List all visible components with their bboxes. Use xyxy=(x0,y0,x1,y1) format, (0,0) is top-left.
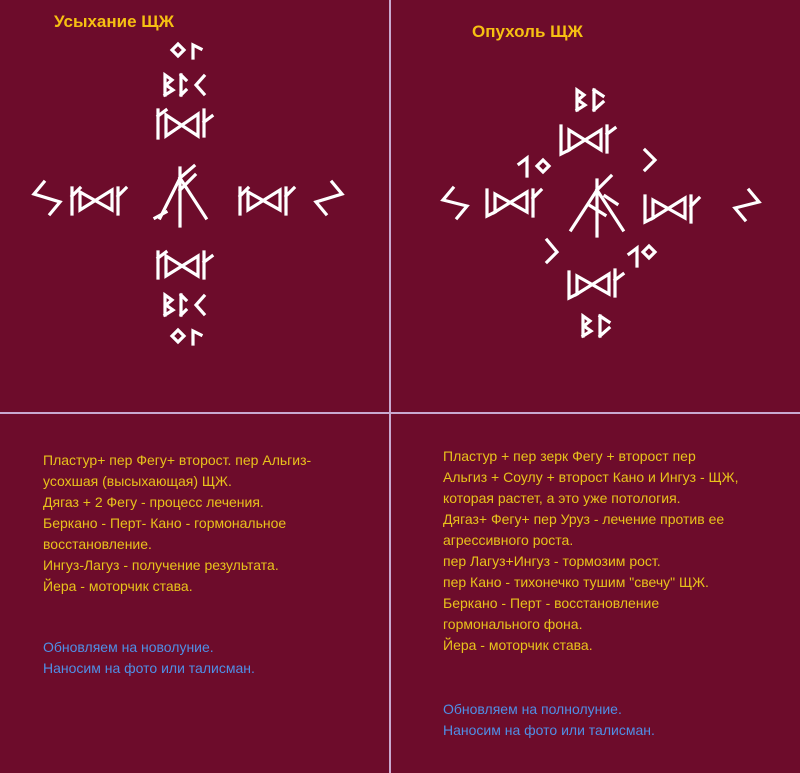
right-ingwaz-laguz-glyph-top xyxy=(519,158,549,176)
left-west-sowilo-glyph xyxy=(34,182,60,214)
left-footer-line-2: Наносим на фото или талисман. xyxy=(43,660,255,676)
right-line-4: Дягаз+ Фегу+ пер Уруз - лечение против ее xyxy=(443,511,725,527)
right-west-sowilo-glyph xyxy=(443,188,467,218)
left-east-sowilo-glyph xyxy=(316,182,342,214)
left-bottom-berkano-perth-kano-glyph xyxy=(165,295,204,315)
right-line-5: агрессивного роста. xyxy=(443,532,574,548)
right-footer-line-1: Обновляем на полнолуние. xyxy=(443,701,622,717)
right-line-7: пер Кано - тихонечко тушим "свечу" ЩЖ. xyxy=(443,574,709,590)
left-line-2: усохшая (высыхающая) ЩЖ. xyxy=(43,473,232,489)
left-top-berkano-perth-kano-glyph xyxy=(165,75,204,95)
right-top-berkano-perth-glyph xyxy=(577,90,603,110)
right-ingwaz-laguz-glyph-bottom xyxy=(629,246,655,266)
right-center-bindrune-glyph xyxy=(571,176,623,236)
left-top-ingwaz-laguz-glyph xyxy=(172,44,201,58)
left-bottom-dagaz-fehu-glyph xyxy=(158,252,212,278)
right-line-9: гормонального фона. xyxy=(443,616,583,632)
left-line-4: Беркано - Перт- Кано - гормональное xyxy=(43,515,287,531)
left-line-5: восстановление. xyxy=(43,536,152,552)
right-line-2: Альгиз + Соулу + второст Кано и Ингуз - ЩЖ, xyxy=(443,469,739,485)
left-line-6: Ингуз-Лагуз - получение результата. xyxy=(43,557,279,573)
right-footer xyxy=(443,699,655,741)
right-rune-stave xyxy=(391,0,800,412)
left-footer xyxy=(43,637,255,679)
left-west-dagaz-fehu-glyph xyxy=(72,188,126,214)
right-top-uruz-dagaz-fehu-glyph xyxy=(561,126,615,154)
right-line-10: Йера - моторчик става. xyxy=(443,637,593,653)
right-kano-glyph-top xyxy=(645,150,655,170)
left-description xyxy=(43,450,311,597)
right-bottom-uruz-dagaz-fehu-glyph xyxy=(569,270,623,298)
horizontal-divider xyxy=(0,412,800,414)
right-line-3: которая растет, а это уже потология. xyxy=(443,490,681,506)
left-footer-line-1: Обновляем на новолуние. xyxy=(43,639,214,655)
right-title: Опухоль ЩЖ xyxy=(472,22,583,41)
right-line-6: пер Лагуз+Ингуз - тормозим рост. xyxy=(443,553,661,569)
left-bottom-ingwaz-laguz-glyph xyxy=(172,330,201,344)
right-line-1: Пластур + пер зерк Фегу + второст пер xyxy=(443,448,696,464)
right-line-8: Беркано - Перт - восстановление xyxy=(443,595,660,611)
left-rune-stave xyxy=(0,0,390,412)
right-west-uruz-dagaz-fehu-glyph xyxy=(487,190,541,216)
right-east-sowilo-glyph xyxy=(735,190,759,220)
left-line-7: Йера - моторчик става. xyxy=(43,578,193,594)
left-top-dagaz-fehu-glyph xyxy=(158,110,212,138)
right-kano-glyph-bottom xyxy=(547,240,557,262)
left-line-3: Дягаз + 2 Фегу - процесс лечения. xyxy=(43,494,264,510)
left-title: Усыхание ЩЖ xyxy=(54,12,174,31)
right-bottom-berkano-perth-glyph xyxy=(583,316,609,336)
right-description xyxy=(443,446,738,656)
left-east-dagaz-fehu-glyph xyxy=(240,188,294,214)
right-east-uruz-dagaz-fehu-glyph xyxy=(645,196,699,222)
left-center-bindrune-glyph xyxy=(155,166,206,226)
left-line-1: Пластур+ пер Фегу+ второст. пер Альгиз- xyxy=(43,452,312,468)
right-footer-line-2: Наносим на фото или талисман. xyxy=(443,722,655,738)
